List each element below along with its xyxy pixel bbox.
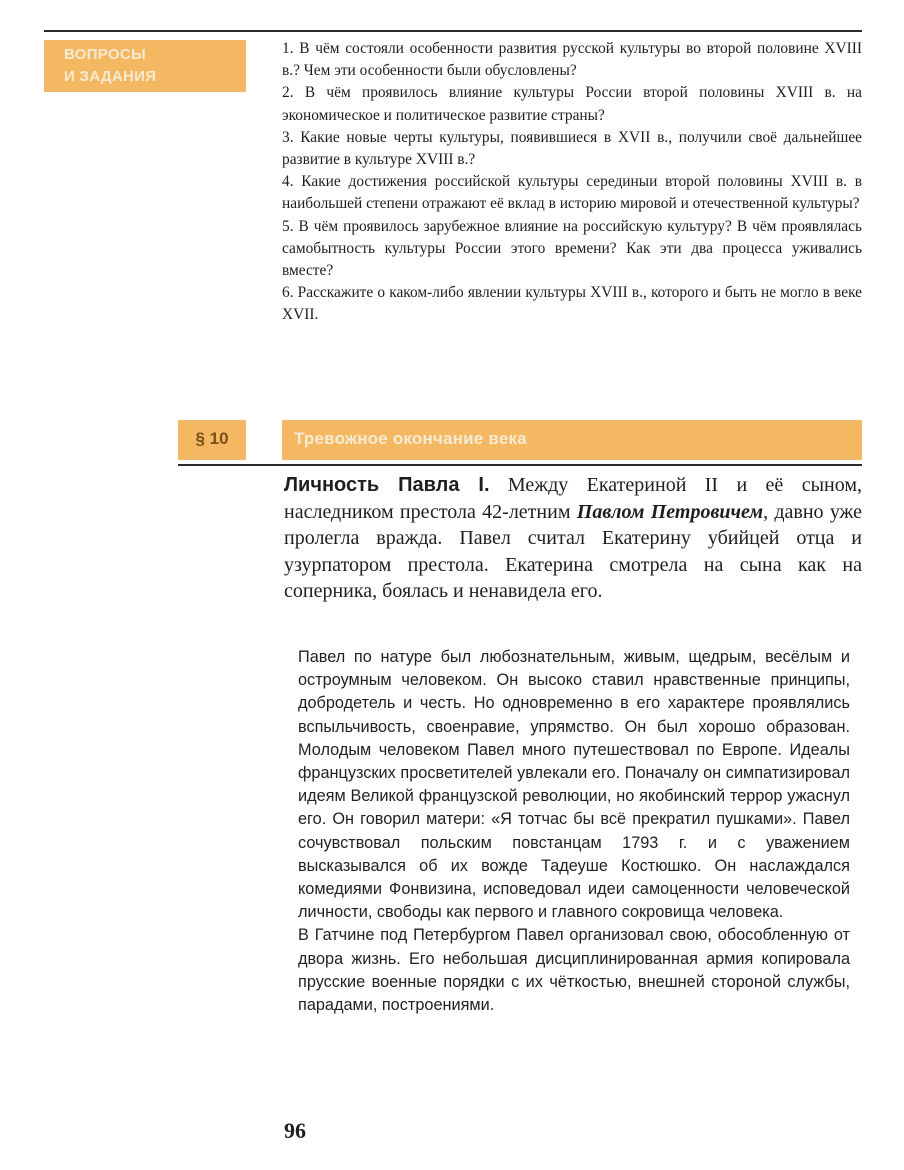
questions-list xyxy=(282,38,862,327)
section-rule xyxy=(178,464,862,466)
intro-text-part1: Между Екатериной II и её сыном, наследником престола 42-летним xyxy=(284,474,862,523)
intro-name: Павлом Петровичем xyxy=(576,500,764,523)
section-title: Тревожное окончание века xyxy=(282,420,862,460)
extract-paragraph: В Гатчине под Петербургом Павел организовал свою, обособленную от двора жизнь. Его небольшая дисциплинированная армия копировала прусские военные порядки с их чёткостью, внешней стороной службы, парадами, построениями. xyxy=(298,926,850,1015)
intro-text-part2: , давно уже пролегла вражда. Павел считал Екатерину убийцей отца и узурпатором престола. Екатерина смотрела на сына как на соперника, боялась и ненавидела его. xyxy=(284,500,862,603)
top-rule xyxy=(44,30,862,32)
question-item: 3. Какие новые черты культуры, появившиеся в XVII в., получили своё дальнейшее развитие в культуре XVIII в.? xyxy=(282,128,862,169)
question-item: 1. В чём состояли особенности развития русской культуры во второй половине XVIII в.? Чем эти особенности были обусловлены? xyxy=(282,40,862,80)
questions-label-line1: ВОПРОСЫ xyxy=(64,46,146,63)
question-item: 5. В чём проявилось зарубежное влияние на российскую культуру? В чём проявлялась самобытность культуры России этого времени? Как эти два процесса уживались вместе? xyxy=(282,217,862,280)
questions-label xyxy=(44,40,246,92)
intro-paragraph xyxy=(284,472,862,605)
question-item: 4. Какие достижения российской культуры серединыи второй половины XVIII в. в наибольшей степени отражают её вклад в историю мировой и отечественной культуры? xyxy=(282,173,862,213)
text-extract xyxy=(298,646,850,1017)
intro-lead-heading: Личность Павла I. xyxy=(284,474,490,496)
questions-label-line2: И ЗАДАНИЯ xyxy=(64,68,157,85)
page-number: 96 xyxy=(284,1118,306,1143)
extract-paragraph: Павел по натуре был любознательным, живым, щедрым, весёлым и остроумным человеком. Он высоко ставил нравственные принципы, добродетель и честь. Но одновременно в его характере проявлялись вспыльчивость, своенравие, упрямство. Он был хорошо образован. Молодым человеком Павел много путешествовал по Европе. Идеалы французских просветителей увлекали его. Поначалу он симпатизировал идеям Великой французской революции, но якобинский террор ужаснул его. Он говорил матери: «Я тотчас бы всё прекратил пушками». Павел сочувствовал польским повстанцам 1793 г. и с уважением высказывался об их вожде Тадеуше Костюшко. Он наслаждался комедиями Фонвизина, исповедовал идеи самоценности человеческой личности, свободы как первого и главного сокровища человека. xyxy=(298,648,850,922)
question-item: 2. В чём проявилось влияние культуры России второй половины XVIII в. на экономическое и политическое развитие страны? xyxy=(282,84,862,124)
section-number: § 10 xyxy=(178,420,246,460)
question-item: 6. Расскажите о каком-либо явлении культуры XVIII в., которого и быть не могло в веке XVII. xyxy=(282,284,862,324)
